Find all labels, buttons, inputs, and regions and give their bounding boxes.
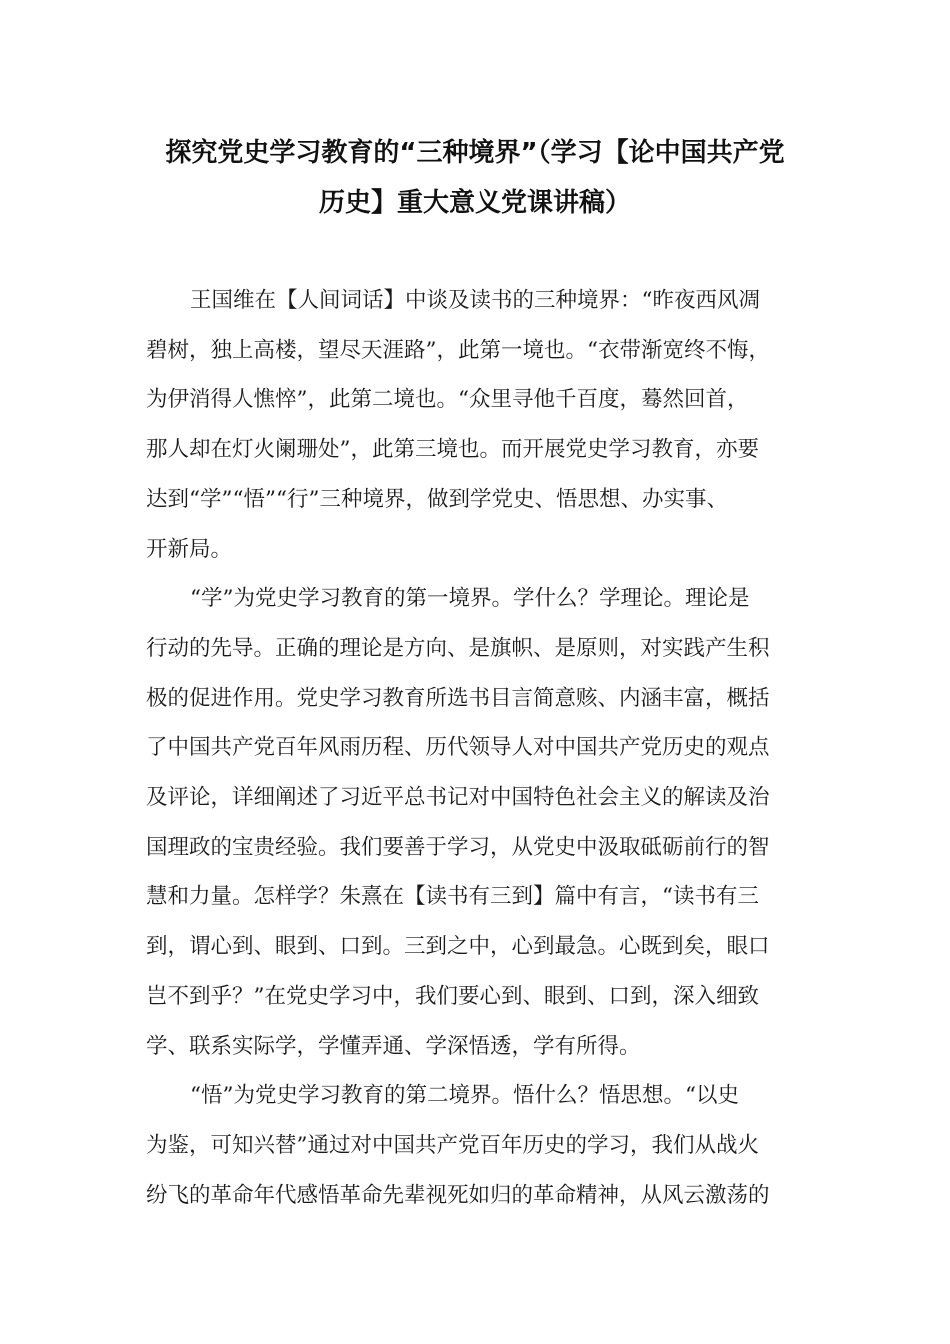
title-line: 历史】重大意义党课讲稿）	[318, 188, 631, 218]
text-line: 王国维在【人间词话】中谈及读书的三种境界：“昨夜西风凋	[190, 288, 760, 313]
paragraph-understand	[146, 1071, 826, 1220]
text-line: 开新局。	[146, 536, 233, 562]
document-body	[146, 276, 826, 1220]
text-line: 岂不到乎？”在党史学习中，我们要心到、眼到、口到，深入细致	[146, 983, 759, 1009]
text-line: 纷飞的革命年代感悟革命先辈视死如归的革命精神，从风云激荡的	[146, 1182, 770, 1208]
text-line: 慧和力量。怎样学？朱熹在【读书有三到】篇中有言，“读书有三	[146, 884, 759, 910]
text-line: 达到“学”“悟”“行”三种境界，做到学党史、悟思想、办实事、	[146, 486, 728, 512]
text-line: 碧树，独上高楼，望尽天涯路”，此第一境也。“衣带渐宽终不悔，	[146, 337, 770, 363]
title-line: 探究党史学习教育的“三种境界”（学习【论中国共产党	[165, 138, 785, 168]
paragraph-learn	[146, 574, 826, 1071]
text-line: 到，谓心到、眼到、口到。三到之中，心到最急。心既到矣，眼口	[146, 934, 770, 960]
text-line: 为伊消得人憔悴”，此第二境也。“众里寻他千百度，蓦然回首，	[146, 387, 749, 413]
text-line: 那人却在灯火阑珊处”，此第三境也。而开展党史学习教育，亦要	[146, 437, 759, 463]
paragraph-intro	[146, 276, 826, 574]
text-line: 及评论，详细阐述了习近平总书记对中国特色社会主义的解读及治	[146, 785, 770, 811]
text-line: 了中国共产党百年风雨历程、历代领导人对中国共产党历史的观点	[146, 735, 770, 761]
document-title	[140, 128, 810, 228]
text-line: 行动的先导。正确的理论是方向、是旗帜、是原则，对实践产生积	[146, 635, 770, 661]
text-line: 学、联系实际学，学懂弄通、学深悟透，学有所得。	[146, 1033, 641, 1059]
text-line: “学”为党史学习教育的第一境界。学什么？学理论。理论是	[190, 586, 750, 612]
text-line: “悟”为党史学习教育的第二境界。悟什么？悟思想。“以史	[190, 1083, 739, 1109]
text-line: 极的促进作用。党史学习教育所选书目言简意赅、内涵丰富，概括	[146, 685, 770, 711]
text-line: 国理政的宝贵经验。我们要善于学习，从党史中汲取砥砺前行的智	[146, 834, 770, 860]
text-line: 为鉴，可知兴替”通过对中国共产党百年历史的学习，我们从战火	[146, 1132, 759, 1158]
